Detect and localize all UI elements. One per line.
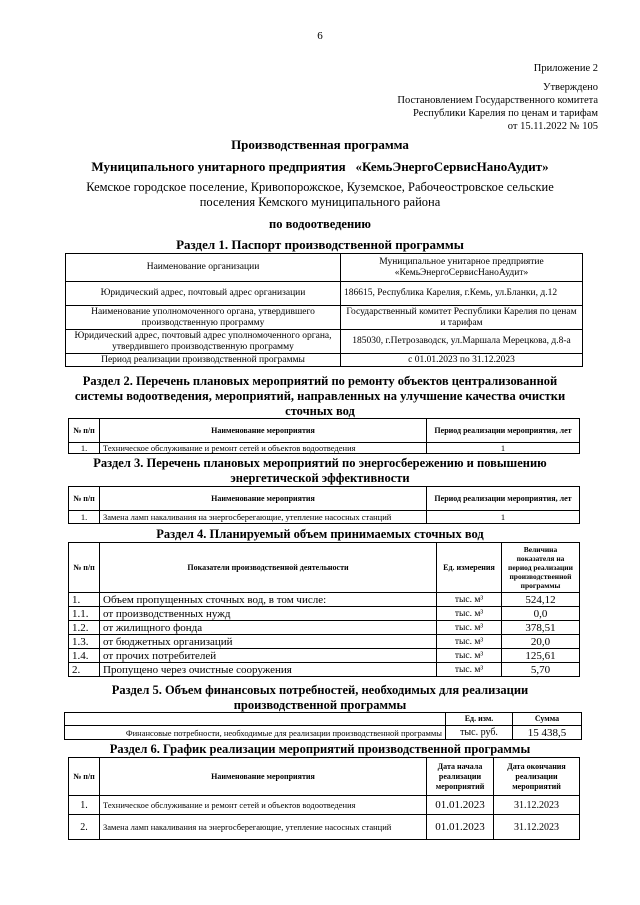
passport-label: Наименование организации	[66, 254, 341, 282]
table-row	[69, 443, 580, 454]
section-2-title: Раздел 2. Перечень плановых мероприятий по ремонту объектов централизованной системы водоотведения, мероприятий, направленных на улучшение качества очистки сточных вод	[74, 374, 566, 418]
col-header-blank	[65, 713, 446, 726]
row-num: 1.1.	[69, 607, 100, 621]
passport-label: Период реализации производственной программы	[66, 354, 341, 367]
passport-value: с 01.01.2023 по 31.12.2023	[341, 354, 583, 367]
row-value: 0,0	[502, 607, 580, 621]
table-row	[69, 796, 580, 815]
appendix-label: Приложение 2	[533, 63, 598, 74]
row-num: 1.	[69, 443, 100, 454]
row-name: от жилищного фонда	[100, 621, 437, 635]
row-value: 378,51	[502, 621, 580, 635]
passport-value: 186615, Республика Карелия, г.Кемь, ул.Бланки, д.12	[341, 282, 583, 306]
col-header-num: № п/п	[69, 419, 100, 443]
finance-unit: тыс. руб.	[446, 726, 513, 740]
approved-label: Утверждено	[543, 82, 598, 93]
table-row	[69, 543, 580, 593]
passport-value: Государственный комитет Республики Карелия по ценам и тарифам	[341, 306, 583, 330]
section-5-title: Раздел 5. Объем финансовых потребностей, необходимых для реализации производственной программы	[111, 683, 529, 712]
row-value: 20,0	[502, 635, 580, 649]
row-num: 2.	[69, 815, 100, 840]
passport-label: Юридический адрес, почтовый адрес уполномоченного органа, утвердившего производственную программу	[66, 330, 341, 354]
table-row	[65, 726, 582, 740]
area-line-1: Кемское городское поселение, Кривопорожское, Куземское, Рабочеостровское сельские	[86, 180, 554, 194]
col-header-name: Наименование мероприятия	[100, 758, 427, 796]
organization-title: Муниципального унитарного предприятия «КемьЭнергоСервисНаноАудит»	[91, 159, 549, 174]
passport-label: Юридический адрес, почтовый адрес организации	[66, 282, 341, 306]
table-row	[69, 635, 580, 649]
col-header-end: Дата окончания реализации мероприятий	[494, 758, 580, 796]
table-row	[69, 649, 580, 663]
table-row	[69, 621, 580, 635]
row-end: 31.12.2023	[494, 796, 580, 815]
row-unit: тыс. м³	[437, 663, 502, 677]
table-row	[69, 663, 580, 677]
row-value: 524,12	[502, 593, 580, 607]
col-header-start: Дата начала реализации мероприятий	[427, 758, 494, 796]
row-start: 01.01.2023	[427, 815, 494, 840]
table-row	[69, 593, 580, 607]
table-row	[69, 487, 580, 511]
passport-label: Наименование уполномоченного органа, утвердившего производственную программу	[66, 306, 341, 330]
row-unit: тыс. м³	[437, 593, 502, 607]
table-row	[69, 815, 580, 840]
col-header-sum: Сумма	[513, 713, 582, 726]
table-row	[66, 306, 583, 330]
row-value: 5,70	[502, 663, 580, 677]
passport-table	[65, 253, 583, 367]
table-row	[69, 607, 580, 621]
table-row	[66, 282, 583, 306]
program-title: Производственная программа	[231, 137, 409, 152]
row-unit: тыс. м³	[437, 649, 502, 663]
wastewater-volume-table	[68, 542, 580, 677]
section-1-title: Раздел 1. Паспорт производственной программы	[176, 237, 464, 252]
energy-measures-table	[68, 486, 580, 524]
row-name: от прочих потребителей	[100, 649, 437, 663]
table-row	[69, 511, 580, 524]
table-row	[65, 713, 582, 726]
col-header-period: Период реализации мероприятия, лет	[427, 419, 580, 443]
approval-line-3: от 15.11.2022 № 105	[507, 121, 598, 132]
repair-measures-table	[68, 418, 580, 454]
row-num: 1.	[69, 796, 100, 815]
row-end: 31.12.2023	[494, 815, 580, 840]
col-header-num: № п/п	[69, 487, 100, 511]
row-num: 1.	[69, 593, 100, 607]
table-row	[66, 254, 583, 282]
section-4-title: Раздел 4. Планируемый объем принимаемых сточных вод	[156, 527, 484, 541]
col-header-num: № п/п	[69, 543, 100, 593]
area-line-2: поселения Кемского муниципального района	[199, 195, 441, 209]
program-subject: по водоотведению	[269, 217, 371, 231]
approval-line-2: Республики Карелия по ценам и тарифам	[413, 108, 598, 119]
col-header-unit: Ед. изм.	[446, 713, 513, 726]
col-header-value: Величина показателя на период реализации производственной программы	[502, 543, 580, 593]
row-name: Замена ламп накаливания на энергосберегающие, утепление насосных станций	[100, 815, 427, 840]
table-row	[69, 758, 580, 796]
col-header-name: Наименование мероприятия	[100, 487, 427, 511]
col-header-name: Наименование мероприятия	[100, 419, 427, 443]
col-header-unit: Ед. измерения	[437, 543, 502, 593]
row-unit: тыс. м³	[437, 621, 502, 635]
col-header-num: № п/п	[69, 758, 100, 796]
table-row	[66, 330, 583, 354]
row-name: от бюджетных организаций	[100, 635, 437, 649]
row-unit: тыс. м³	[437, 635, 502, 649]
row-name: Замена ламп накаливания на энергосберегающие, утепление насосных станций	[100, 511, 427, 524]
row-num: 1.2.	[69, 621, 100, 635]
row-name: Пропущено через очистные сооружения	[100, 663, 437, 677]
approval-line-1: Постановлением Государственного комитета	[397, 95, 598, 106]
row-value: 125,61	[502, 649, 580, 663]
passport-value: 185030, г.Петрозаводск, ул.Маршала Мерецкова, д.8-а	[341, 330, 583, 354]
finance-table	[64, 712, 582, 740]
row-name: Техническое обслуживание и ремонт сетей и объектов водоотведения	[100, 796, 427, 815]
row-num: 1.3.	[69, 635, 100, 649]
row-num: 1.4.	[69, 649, 100, 663]
row-period: 1	[427, 511, 580, 524]
page-number: 6	[317, 30, 323, 42]
row-name: от производственных нужд	[100, 607, 437, 621]
section-6-title: Раздел 6. График реализации мероприятий производственной программы	[109, 742, 531, 756]
approval-block	[358, 62, 598, 133]
finance-label: Финансовые потребности, необходимые для реализации производственной программы	[65, 726, 446, 740]
row-name: Техническое обслуживание и ремонт сетей и объектов водоотведения	[100, 443, 427, 454]
row-num: 2.	[69, 663, 100, 677]
finance-value: 15 438,5	[513, 726, 582, 740]
table-row	[66, 354, 583, 367]
col-header-indicator: Показатели производственной деятельности	[100, 543, 437, 593]
section-3-title: Раздел 3. Перечень плановых мероприятий по энергосбережению и повышению энергетической эффективности	[93, 456, 547, 485]
schedule-table	[68, 757, 580, 840]
row-period: 1	[427, 443, 580, 454]
row-start: 01.01.2023	[427, 796, 494, 815]
table-row	[69, 419, 580, 443]
row-unit: тыс. м³	[437, 607, 502, 621]
row-name: Объем пропущенных сточных вод, в том числе:	[100, 593, 437, 607]
passport-value: Муниципальное унитарное предприятие «КемьЭнергоСервисНаноАудит»	[341, 254, 583, 282]
col-header-period: Период реализации мероприятия, лет	[427, 487, 580, 511]
row-num: 1.	[69, 511, 100, 524]
